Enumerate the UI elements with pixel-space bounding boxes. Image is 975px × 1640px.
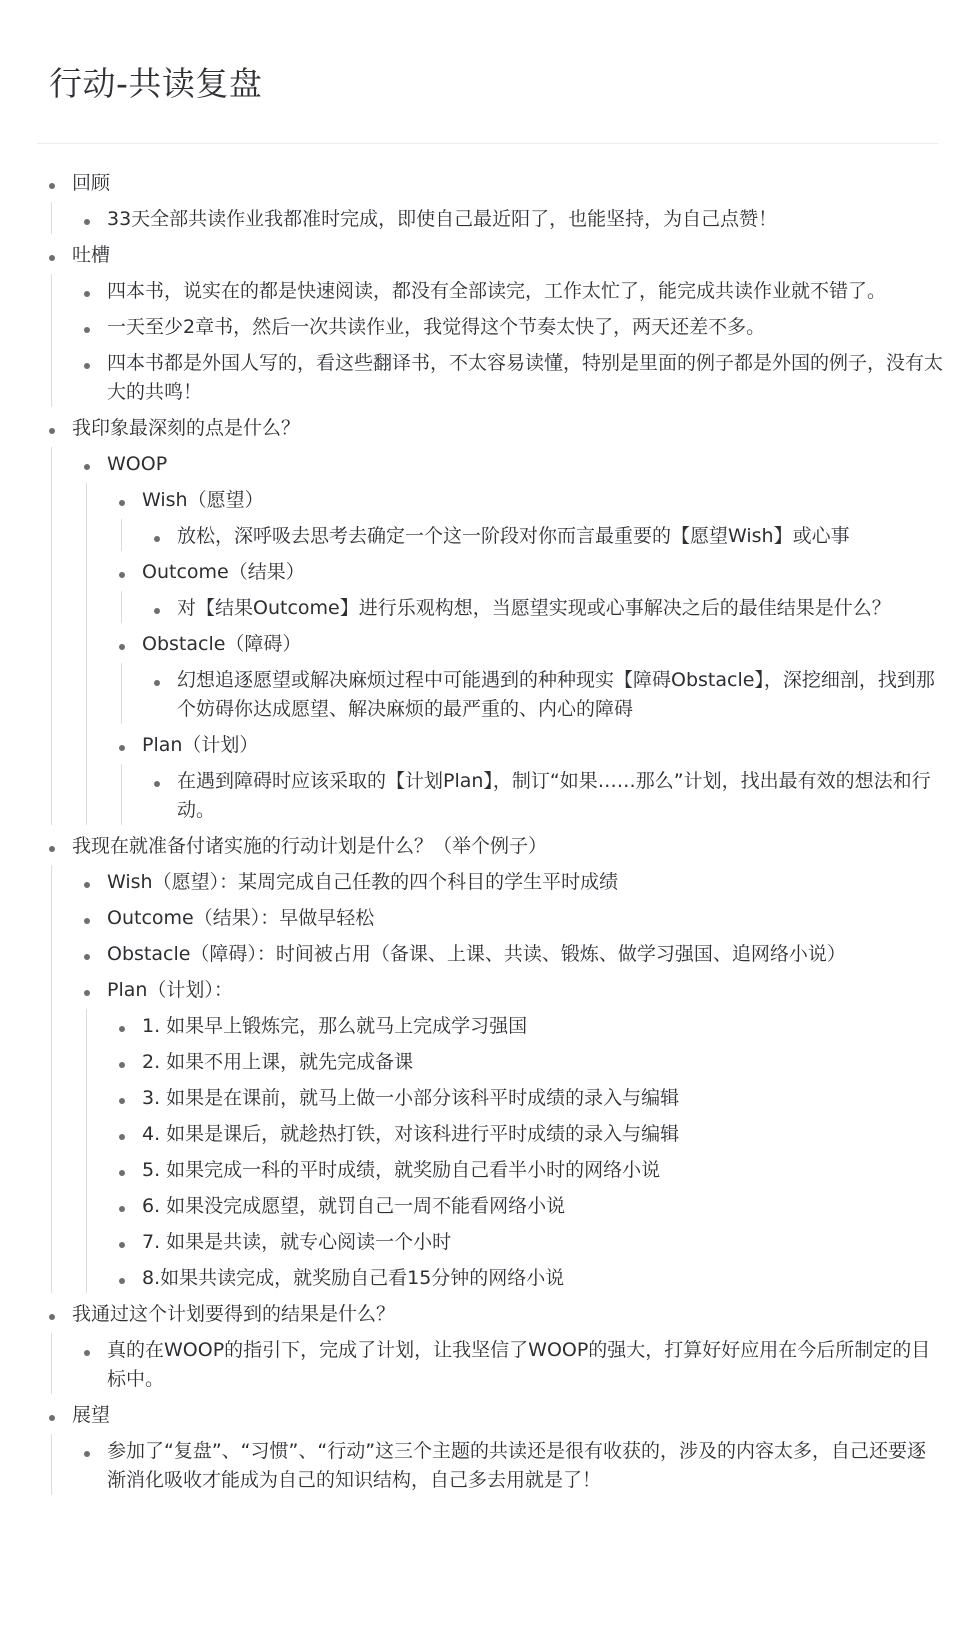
outline-row: [0, 1225, 975, 1261]
bullet-dot-icon[interactable]: [49, 1314, 55, 1320]
bullet-dot-icon[interactable]: [154, 680, 160, 686]
outline-item-text: 对【结果Outcome】进行乐观构想，当愿望实现或心事解决之后的最佳结果是什么？: [177, 597, 891, 619]
outline-item[interactable]: [0, 901, 975, 937]
outline-item-step[interactable]: [0, 1261, 975, 1297]
outline-item-text: 四本书，说实在的都是快速阅读，都没有全部读完，工作太忙了，能完成共读作业就不错了。: [107, 280, 887, 302]
outline-item-result[interactable]: [0, 1297, 975, 1398]
outline-item-text: 33天全部共读作业我都准时完成，即使自己最近阳了，也能坚持，为自己点赞！: [107, 208, 778, 230]
outline-item-text: 3. 如果是在课前，就马上做一小部分该科平时成绩的录入与编辑: [142, 1087, 680, 1109]
bullet-dot-icon[interactable]: [119, 572, 125, 578]
outline-item[interactable]: [0, 1333, 975, 1398]
bullet-dot-icon[interactable]: [49, 1415, 55, 1421]
outline-item-label: Wish（愿望）: [142, 489, 264, 511]
outline-item-label: 回顾: [72, 172, 111, 194]
bullet-dot-icon[interactable]: [84, 918, 90, 924]
outline-item-text: Outcome（结果）：早做早轻松: [107, 907, 375, 929]
bullet-dot-icon[interactable]: [49, 255, 55, 261]
outline-item[interactable]: [0, 663, 975, 728]
outline-item-plan[interactable]: [0, 728, 975, 829]
outline-children: [0, 1333, 975, 1398]
outline-item[interactable]: [0, 274, 975, 310]
outline-item-text: 2. 如果不用上课，就先完成备课: [142, 1051, 414, 1073]
outline-row: [0, 627, 975, 663]
page-title: 行动-共读复盘: [49, 64, 263, 103]
bullet-dot-icon[interactable]: [119, 1206, 125, 1212]
outline-children: [0, 274, 975, 411]
outline-children: [0, 483, 975, 829]
outline-item-text: 1. 如果早上锻炼完，那么就马上完成学习强国: [142, 1015, 528, 1037]
bullet-dot-icon[interactable]: [84, 464, 90, 470]
outline-row: [0, 663, 975, 728]
outline-item-label: 我印象最深刻的点是什么？: [72, 417, 301, 439]
bullet-dot-icon[interactable]: [49, 428, 55, 434]
outline-row: [0, 1434, 975, 1499]
outline-item-text: 6. 如果没完成愿望，就罚自己一周不能看网络小说: [142, 1195, 566, 1217]
outline-item-text: 幻想追逐愿望或解决麻烦过程中可能遇到的种种现实【障碍Obstacle】，深挖细剖，找到那个妨碍你达成愿望、解决麻烦的最严重的、内心的障碍: [177, 669, 935, 720]
outline-item-step[interactable]: [0, 1153, 975, 1189]
outline-row: [0, 901, 975, 937]
bullet-dot-icon[interactable]: [119, 644, 125, 650]
outline-row: [0, 519, 975, 555]
outline-item-text: 在遇到障碍时应该采取的【计划Plan】，制订“如果……那么”计划，找出最有效的想法和行动。: [177, 770, 931, 821]
outline-item-step[interactable]: [0, 1045, 975, 1081]
outline-children: [0, 202, 975, 238]
outline-item-step[interactable]: [0, 1081, 975, 1117]
bullet-dot-icon[interactable]: [119, 500, 125, 506]
bullet-dot-icon[interactable]: [84, 219, 90, 225]
outline-item-text: 一天至少2章书，然后一次共读作业，我觉得这个节奏太快了，两天还差不多。: [107, 316, 766, 338]
bullet-dot-icon[interactable]: [119, 1242, 125, 1248]
outline-row: [0, 1297, 975, 1333]
outline-row: [0, 238, 975, 274]
outline-row: [0, 1189, 975, 1225]
outline-row: [0, 591, 975, 627]
bullet-dot-icon[interactable]: [49, 183, 55, 189]
outline-row: [0, 1398, 975, 1434]
bullet-dot-icon[interactable]: [119, 1026, 125, 1032]
outline-item-text: 7. 如果是共读，就专心阅读一个小时: [142, 1231, 452, 1253]
outline-row: [0, 764, 975, 829]
bullet-dot-icon[interactable]: [119, 1134, 125, 1140]
outline-children: [0, 519, 975, 555]
outline-item-step[interactable]: [0, 1225, 975, 1261]
outline-item-label: Obstacle（障碍）: [142, 633, 302, 655]
outline-row: [0, 202, 975, 238]
outline-item[interactable]: [0, 591, 975, 627]
bullet-dot-icon[interactable]: [84, 882, 90, 888]
outline-item[interactable]: [0, 865, 975, 901]
bullet-dot-icon[interactable]: [119, 1278, 125, 1284]
outline-item-outlook[interactable]: [0, 1398, 975, 1499]
outline-children: [0, 1009, 975, 1297]
outline-item-label: Plan（计划）: [142, 734, 259, 756]
outline-item-text: 参加了“复盘”、“习惯”、“行动”这三个主题的共读还是很有收获的，涉及的内容太多，自己还要逐渐消化吸收才能成为自己的知识结构，自己多去用就是了！: [107, 1440, 927, 1491]
outline-item-text: 真的在WOOP的指引下，完成了计划，让我坚信了WOOP的强大，打算好好应用在今后所制定的目标中。: [107, 1339, 931, 1390]
outline-item[interactable]: [0, 1434, 975, 1499]
outline-item[interactable]: [0, 519, 975, 555]
bullet-dot-icon[interactable]: [154, 608, 160, 614]
bullet-dot-icon[interactable]: [84, 291, 90, 297]
bullet-dot-icon[interactable]: [154, 781, 160, 787]
outline-item-review[interactable]: [0, 166, 975, 238]
outline-row: [0, 447, 975, 483]
title-divider: [37, 143, 938, 144]
outline-item-obstacle[interactable]: [0, 627, 975, 728]
outline-item-text: 5. 如果完成一科的平时成绩，就奖励自己看半小时的网络小说: [142, 1159, 661, 1181]
bullet-dot-icon[interactable]: [119, 1098, 125, 1104]
outline-row: [0, 346, 975, 411]
bullet-dot-icon[interactable]: [119, 1062, 125, 1068]
outline-item-wish[interactable]: [0, 483, 975, 555]
outline-item-step[interactable]: [0, 1189, 975, 1225]
outline-item-step[interactable]: [0, 1009, 975, 1045]
outline-item-label: 展望: [72, 1404, 111, 1426]
bullet-dot-icon[interactable]: [154, 536, 160, 542]
outline-item-text: 四本书都是外国人写的，看这些翻译书，不太容易读懂，特别是里面的例子都是外国的例子，没有太大的共鸣！: [107, 352, 944, 403]
outline: [0, 166, 975, 1499]
outline-row: [0, 865, 975, 901]
outline-row: [0, 310, 975, 346]
outline-row: [0, 411, 975, 447]
outline-children: [0, 1434, 975, 1499]
outline-row: [0, 1009, 975, 1045]
outline-row: [0, 1333, 975, 1398]
outline-item[interactable]: [0, 973, 975, 1297]
outline-item-woop[interactable]: [0, 447, 975, 829]
bullet-dot-icon[interactable]: [84, 1350, 90, 1356]
outline-row: [0, 1045, 975, 1081]
outline-item-text: 放松，深呼吸去思考去确定一个这一阶段对你而言最重要的【愿望Wish】或心事: [177, 525, 850, 547]
outline-children: [0, 764, 975, 829]
outline-row: [0, 973, 975, 1009]
outline-item-text: Obstacle（障碍）：时间被占用（备课、上课、共读、锻炼、做学习强国、追网络小说）: [107, 943, 846, 965]
outline-item-text: 4. 如果是课后，就趁热打铁，对该科进行平时成绩的录入与编辑: [142, 1123, 680, 1145]
bullet-dot-icon[interactable]: [119, 1170, 125, 1176]
outline-row: [0, 555, 975, 591]
outline-row: [0, 1081, 975, 1117]
bullet-dot-icon[interactable]: [84, 954, 90, 960]
outline-item-complaints[interactable]: [0, 238, 975, 411]
outline-item-text: Wish（愿望）：某周完成自己任教的四个科目的学生平时成绩: [107, 871, 619, 893]
outline-children: [0, 591, 975, 627]
outline-item[interactable]: [0, 346, 975, 411]
outline-item-text: 8.如果共读完成，就奖励自己看15分钟的网络小说: [142, 1267, 565, 1289]
outline-row: [0, 274, 975, 310]
outline-row: [0, 1261, 975, 1297]
outline-item-outcome[interactable]: [0, 555, 975, 627]
outline-item-label: Plan（计划）：: [107, 979, 233, 1001]
outline-row: [0, 728, 975, 764]
bullet-dot-icon[interactable]: [84, 1451, 90, 1457]
outline-children: [0, 865, 975, 1297]
outline-row: [0, 166, 975, 202]
outline-row: [0, 937, 975, 973]
outline-children: [0, 663, 975, 728]
outline-item-step[interactable]: [0, 1117, 975, 1153]
outline-children: [0, 447, 975, 829]
outline-item-label: 我通过这个计划要得到的结果是什么？: [72, 1303, 396, 1325]
bullet-dot-icon[interactable]: [119, 745, 125, 751]
outline-item[interactable]: [0, 310, 975, 346]
bullet-dot-icon[interactable]: [84, 327, 90, 333]
outline-row: [0, 829, 975, 865]
bullet-dot-icon[interactable]: [49, 846, 55, 852]
outline-item[interactable]: [0, 937, 975, 973]
bullet-dot-icon[interactable]: [84, 363, 90, 369]
bullet-dot-icon[interactable]: [84, 990, 90, 996]
outline-item[interactable]: [0, 764, 975, 829]
outline-row: [0, 1117, 975, 1153]
outline-item-action-plan[interactable]: [0, 829, 975, 1297]
outline-item-label: 吐槽: [72, 244, 111, 266]
outline-item-impression[interactable]: [0, 411, 975, 829]
outline-row: [0, 1153, 975, 1189]
outline-item-label: Outcome（结果）: [142, 561, 305, 583]
outline-row: [0, 483, 975, 519]
outline-item[interactable]: [0, 202, 975, 238]
outline-item-label: WOOP: [107, 453, 168, 475]
outline-item-label: 我现在就准备付诸实施的行动计划是什么？（举个例子）: [72, 835, 548, 857]
